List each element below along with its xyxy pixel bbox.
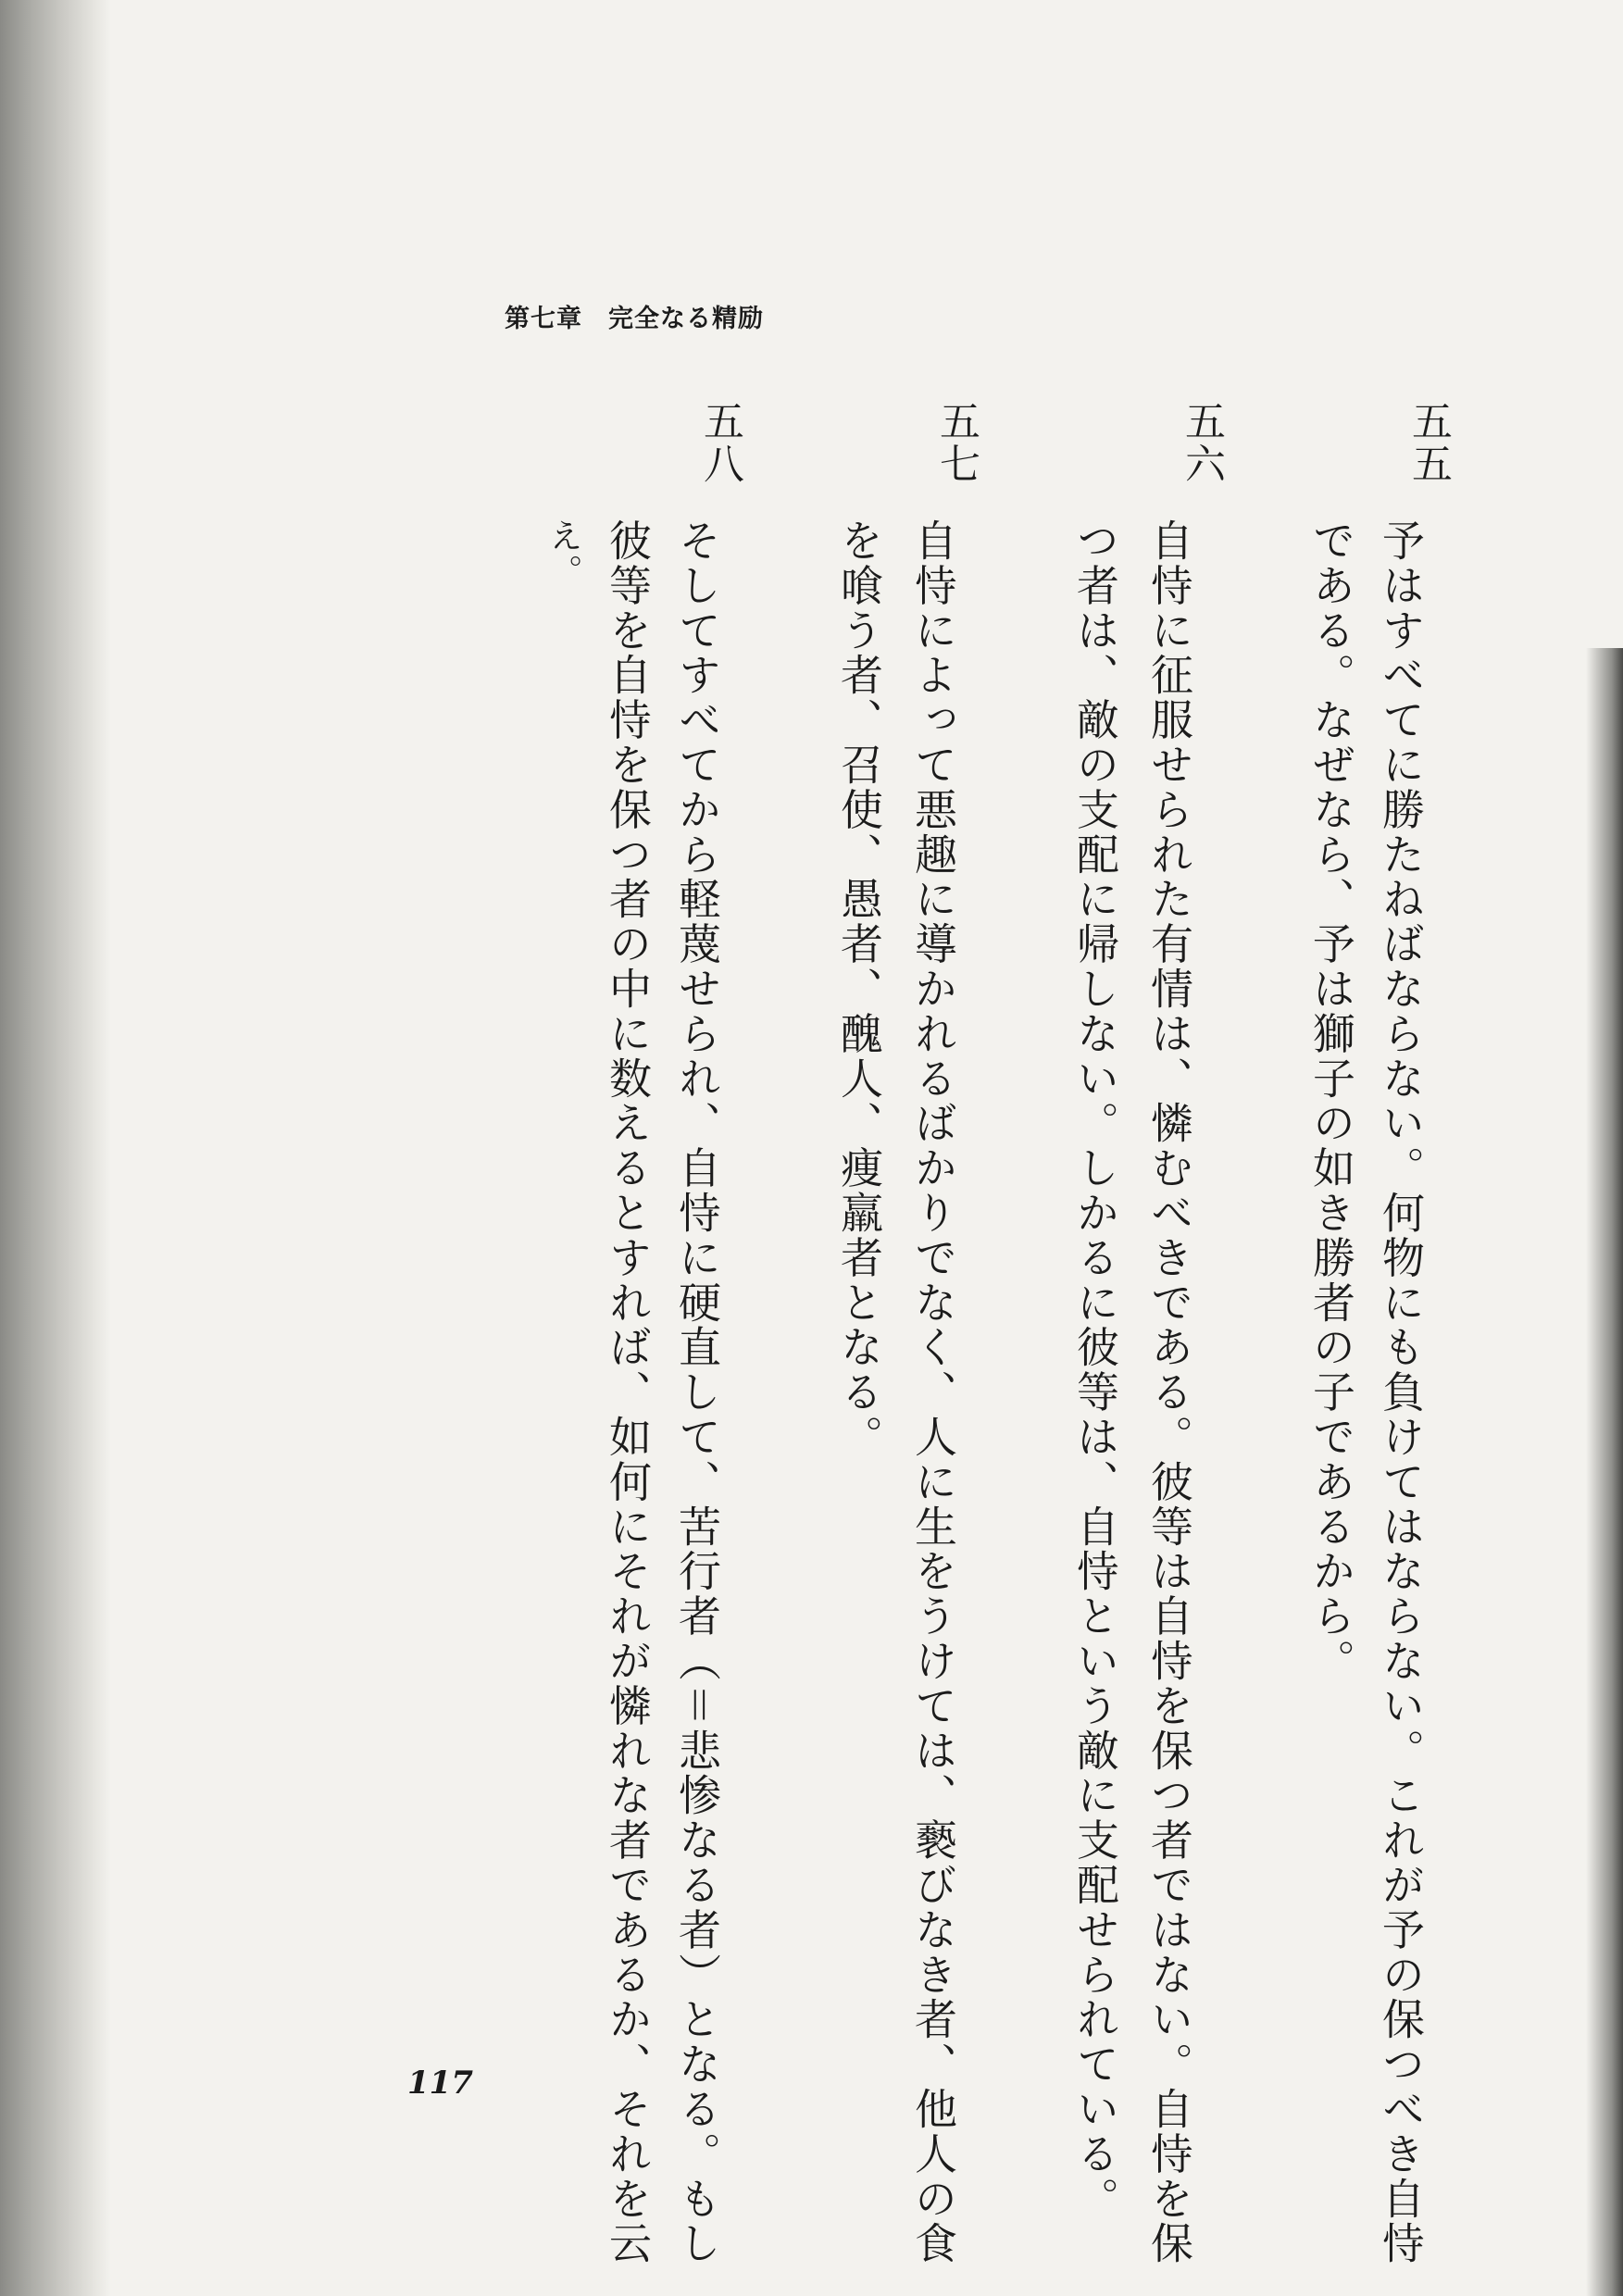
section-55-line-1: 予はすべてに勝たねばならない。何物にも負けてはならない。これが予の保つべき自恃 (1376, 518, 1426, 2266)
page-number: 117 (407, 2065, 473, 2102)
scan-gutter-shadow (0, 0, 111, 2296)
section-number-55: 五五 (1405, 400, 1452, 485)
running-head: 第七章 完全なる精励 (505, 305, 764, 333)
scan-edge-shadow (1586, 648, 1623, 2296)
section-57-line-1: 自恃によって悪趣に導かれるばかりでなく、人に生をうけては、褻びなき者、他人の食 (908, 518, 958, 2266)
section-57-line-2: を喰う者、召使、愚者、醜人、痩羸者となる。 (834, 518, 884, 1460)
section-58-line-3: え。 (544, 518, 582, 590)
section-56-line-2: つ者は、敵の支配に帰しない。しかるに彼等は、自恃という敵に支配せられている。 (1070, 518, 1120, 2222)
section-58-line-2: 彼等を自恃を保つ者の中に数えるとすれば、如何にそれが憐れな者であるか、それを云 (603, 518, 653, 2266)
section-number-57: 五七 (932, 400, 980, 485)
section-number-56: 五六 (1178, 400, 1225, 485)
section-55-line-2: である。なぜなら、予は獅子の如き勝者の子であるから。 (1306, 518, 1356, 1684)
section-56-line-1: 自恃に征服せられた有情は、憐むべきである。彼等は自恃を保つ者ではない。自恃を保 (1144, 518, 1194, 2266)
section-58-line-1: そしてすべてから軽蔑せられ、自恃に硬直して、苦行者（＝悲惨なる者）となる。もし (672, 518, 722, 2266)
section-number-58: 五八 (696, 400, 743, 485)
